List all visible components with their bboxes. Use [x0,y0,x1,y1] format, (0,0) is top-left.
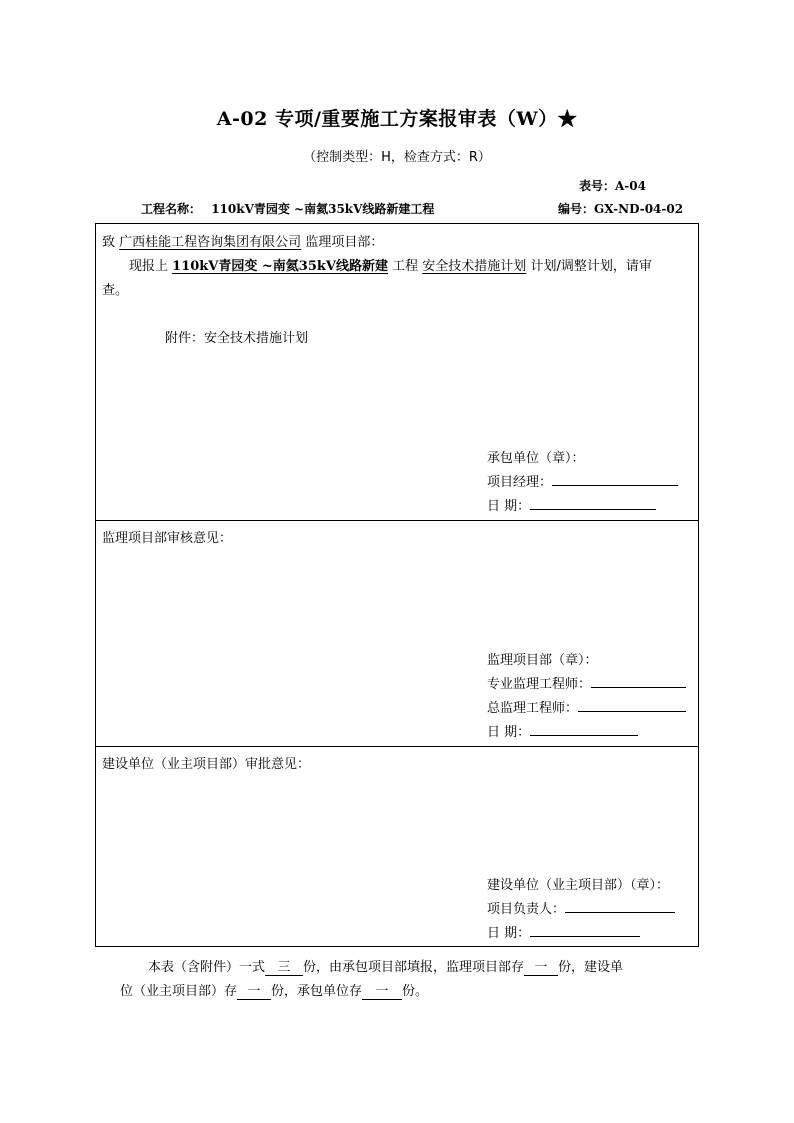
copies-supervision: 一 [524,956,558,976]
section-divider-2 [96,746,698,747]
contractor-date-label: 日 期： [487,499,531,514]
project-name: 110kV青园变 ~南氦35kV线路新建工程 [211,202,435,216]
project-line [141,200,434,217]
submission-end: 查。 [102,283,129,298]
contractor-manager-label: 项目经理： [487,475,553,490]
owner-person-blank[interactable] [565,900,675,913]
footer-note-line2 [120,980,428,1000]
copies-owner: 一 [237,980,271,1000]
owner-seal-label: 建设单位（业主项目部）（章）： [487,878,670,893]
contractor-seal-label: 承包单位（章）： [487,451,585,466]
footer-text-5: 份，承包单位存 [271,984,363,999]
footer-note-line1 [148,956,623,976]
section-divider-1 [96,520,698,521]
submission-line [129,255,652,274]
page-subtitle: （控制类型：H，检查方式：R） [303,150,491,165]
page-title: A-02 专项/重要施工方案报审表（W）★ [216,108,578,130]
submission-mid: 工程 [392,259,419,274]
chief-engineer-label: 总监理工程师： [487,701,579,716]
supervision-date-line [487,721,638,740]
supervision-date-blank[interactable] [530,723,638,736]
submission-suffix: 计划/调整计划，请审 [530,259,652,274]
owner-person-line [487,898,675,917]
project-label: 工程名称： [141,202,202,216]
contractor-manager-line [487,471,678,490]
submission-prefix: 现报上 [129,259,169,274]
owner-date-label: 日 期： [487,926,531,941]
supervision-engineer-label: 专业监理工程师： [487,677,592,692]
supervision-engineer-line [487,673,686,692]
addressee-company: 广西桂能工程咨询集团有限公司 [119,235,302,250]
supervision-seal-label: 监理项目部（章）： [487,653,598,668]
chief-engineer-blank[interactable] [578,699,686,712]
copies-total: 三 [265,956,303,976]
project-code: 编号：GX-ND-04-02 [558,202,684,216]
footer-text-3: 份，建设单 [558,960,624,975]
owner-date-line [487,922,640,941]
owner-person-label: 项目负责人： [487,902,566,917]
owner-opinion-heading: 建设单位（业主项目部）审批意见： [102,757,311,772]
footer-text-2: 份，由承包项目部填报，监理项目部存 [303,960,525,975]
addressee-prefix: 致 [102,235,116,250]
form-number: 表号：A-04 [579,179,646,193]
copies-contractor: 一 [362,980,402,1000]
supervision-date-label: 日 期： [487,725,531,740]
addressee-line [102,231,383,250]
attachment-line: 附件：安全技术措施计划 [165,331,309,346]
contractor-date-blank[interactable] [530,497,656,510]
footer-text-4: 位（业主项目部）存 [120,984,238,999]
contractor-date-line [487,495,656,514]
submission-project: 110kV青园变 ~南氦35kV线路新建 [172,259,388,274]
addressee-suffix: 监理项目部： [305,235,384,250]
approval-form [95,223,699,947]
contractor-manager-blank[interactable] [552,473,678,486]
footer-text-6: 份。 [402,984,429,999]
supervision-opinion-heading: 监理项目部审核意见： [102,531,233,546]
owner-date-blank[interactable] [530,924,640,937]
supervision-engineer-blank[interactable] [591,675,686,688]
chief-engineer-line [487,697,686,716]
submission-plan: 安全技术措施计划 [422,259,527,274]
footer-text-1: 本表（含附件）一式 [148,960,266,975]
